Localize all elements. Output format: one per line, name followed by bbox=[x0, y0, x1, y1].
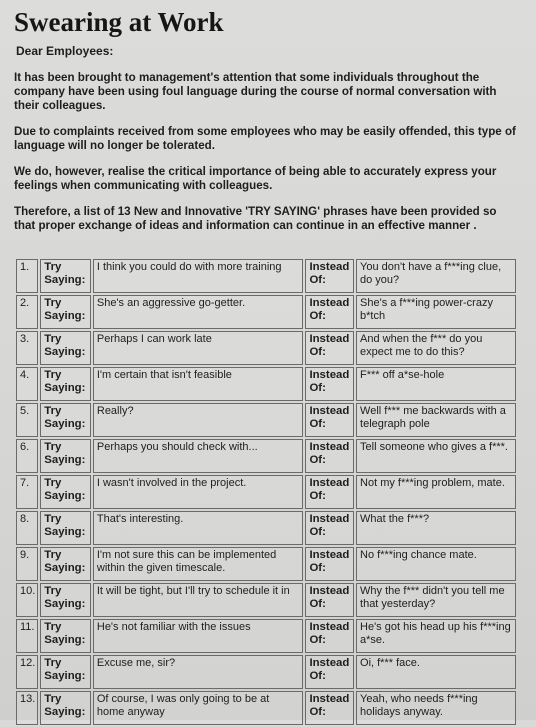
instead-of-label: Instead Of: bbox=[305, 367, 354, 401]
table-row bbox=[16, 403, 516, 437]
try-saying-label: Try Saying: bbox=[40, 367, 91, 401]
instead-of-phrase: What the f***? bbox=[356, 511, 516, 545]
try-saying-phrase: Really? bbox=[93, 403, 304, 437]
try-saying-phrase: Of course, I was only going to be at home anyway bbox=[93, 691, 304, 725]
row-number: 5. bbox=[16, 403, 38, 437]
memo-title: Swearing at Work bbox=[14, 7, 224, 37]
try-saying-phrase: I think you could do with more training bbox=[93, 259, 304, 293]
row-number: 10. bbox=[16, 583, 38, 617]
table-row bbox=[16, 511, 516, 545]
row-number: 1. bbox=[16, 259, 38, 293]
table-row bbox=[16, 331, 516, 365]
paragraph-intro: It has been brought to management's attention that some individuals throughout the company have been using foul language during the course of normal conversation with their colleagues. bbox=[14, 71, 497, 112]
try-saying-label: Try Saying: bbox=[40, 655, 91, 689]
instead-of-phrase: Well f*** me backwards with a telegraph pole bbox=[356, 403, 516, 437]
try-saying-label: Try Saying: bbox=[40, 259, 91, 293]
try-saying-phrase: It will be tight, but I'll try to schedule it in bbox=[93, 583, 304, 617]
row-number: 9. bbox=[16, 547, 38, 581]
try-saying-phrase: I wasn't involved in the project. bbox=[93, 475, 304, 509]
try-saying-label: Try Saying: bbox=[40, 547, 91, 581]
try-saying-label: Try Saying: bbox=[40, 475, 91, 509]
paragraph-complaints: Due to complaints received from some employees who may be easily offended, this type of language will no longer be tolerated. bbox=[14, 125, 516, 152]
instead-of-label: Instead Of: bbox=[305, 619, 354, 653]
instead-of-label: Instead Of: bbox=[305, 511, 354, 545]
instead-of-phrase: No f***ing chance mate. bbox=[356, 547, 516, 581]
table-row bbox=[16, 583, 516, 617]
instead-of-label: Instead Of: bbox=[305, 547, 354, 581]
instead-of-label: Instead Of: bbox=[305, 331, 354, 365]
instead-of-phrase: Yeah, who needs f***ing holidays anyway. bbox=[356, 691, 516, 725]
row-number: 8. bbox=[16, 511, 38, 545]
paragraph-phrases-intro: Therefore, a list of 13 New and Innovative 'TRY SAYING' phrases have been provided so that proper exchange of ideas and information can continue in an effective manner . bbox=[14, 205, 497, 232]
instead-of-phrase: He's got his head up his f***ing a*se. bbox=[356, 619, 516, 653]
instead-of-label: Instead Of: bbox=[305, 295, 354, 329]
try-saying-label: Try Saying: bbox=[40, 691, 91, 725]
instead-of-phrase: Why the f*** didn't you tell me that yesterday? bbox=[356, 583, 516, 617]
try-saying-phrase: Excuse me, sir? bbox=[93, 655, 304, 689]
row-number: 13. bbox=[16, 691, 38, 725]
instead-of-phrase: Tell someone who gives a f***. bbox=[356, 439, 516, 473]
try-saying-label: Try Saying: bbox=[40, 331, 91, 365]
row-number: 6. bbox=[16, 439, 38, 473]
table-row bbox=[16, 475, 516, 509]
table-row bbox=[16, 259, 516, 293]
row-number: 2. bbox=[16, 295, 38, 329]
table-row bbox=[16, 367, 516, 401]
paragraph-feelings: We do, however, realise the critical importance of being able to accurately express your feelings when communicating with colleagues. bbox=[14, 165, 497, 192]
instead-of-label: Instead Of: bbox=[305, 259, 354, 293]
row-number: 3. bbox=[16, 331, 38, 365]
table-row bbox=[16, 439, 516, 473]
try-saying-phrase: Perhaps you should check with... bbox=[93, 439, 304, 473]
try-saying-label: Try Saying: bbox=[40, 511, 91, 545]
table-row bbox=[16, 655, 516, 689]
try-saying-label: Try Saying: bbox=[40, 583, 91, 617]
phrases-table bbox=[14, 257, 518, 727]
row-number: 11. bbox=[16, 619, 38, 653]
row-number: 7. bbox=[16, 475, 38, 509]
instead-of-label: Instead Of: bbox=[305, 403, 354, 437]
salutation: Dear Employees: bbox=[16, 44, 114, 58]
instead-of-label: Instead Of: bbox=[305, 583, 354, 617]
try-saying-label: Try Saying: bbox=[40, 439, 91, 473]
try-saying-label: Try Saying: bbox=[40, 295, 91, 329]
try-saying-phrase: She's an aggressive go-getter. bbox=[93, 295, 304, 329]
instead-of-label: Instead Of: bbox=[305, 475, 354, 509]
table-row bbox=[16, 547, 516, 581]
instead-of-label: Instead Of: bbox=[305, 691, 354, 725]
phrases-table-body bbox=[16, 259, 516, 725]
instead-of-phrase: Oi, f*** face. bbox=[356, 655, 516, 689]
instead-of-label: Instead Of: bbox=[305, 655, 354, 689]
instead-of-phrase: Not my f***ing problem, mate. bbox=[356, 475, 516, 509]
row-number: 4. bbox=[16, 367, 38, 401]
try-saying-phrase: That's interesting. bbox=[93, 511, 304, 545]
instead-of-phrase: She's a f***ing power-crazy b*tch bbox=[356, 295, 516, 329]
try-saying-phrase: I'm certain that isn't feasible bbox=[93, 367, 304, 401]
try-saying-label: Try Saying: bbox=[40, 619, 91, 653]
try-saying-phrase: He's not familiar with the issues bbox=[93, 619, 304, 653]
try-saying-phrase: I'm not sure this can be implemented within the given timescale. bbox=[93, 547, 304, 581]
instead-of-phrase: And when the f*** do you expect me to do this? bbox=[356, 331, 516, 365]
try-saying-label: Try Saying: bbox=[40, 403, 91, 437]
instead-of-phrase: F*** off a*se-hole bbox=[356, 367, 516, 401]
row-number: 12. bbox=[16, 655, 38, 689]
instead-of-label: Instead Of: bbox=[305, 439, 354, 473]
table-row bbox=[16, 619, 516, 653]
table-row bbox=[16, 295, 516, 329]
instead-of-phrase: You don't have a f***ing clue, do you? bbox=[356, 259, 516, 293]
try-saying-phrase: Perhaps I can work late bbox=[93, 331, 304, 365]
